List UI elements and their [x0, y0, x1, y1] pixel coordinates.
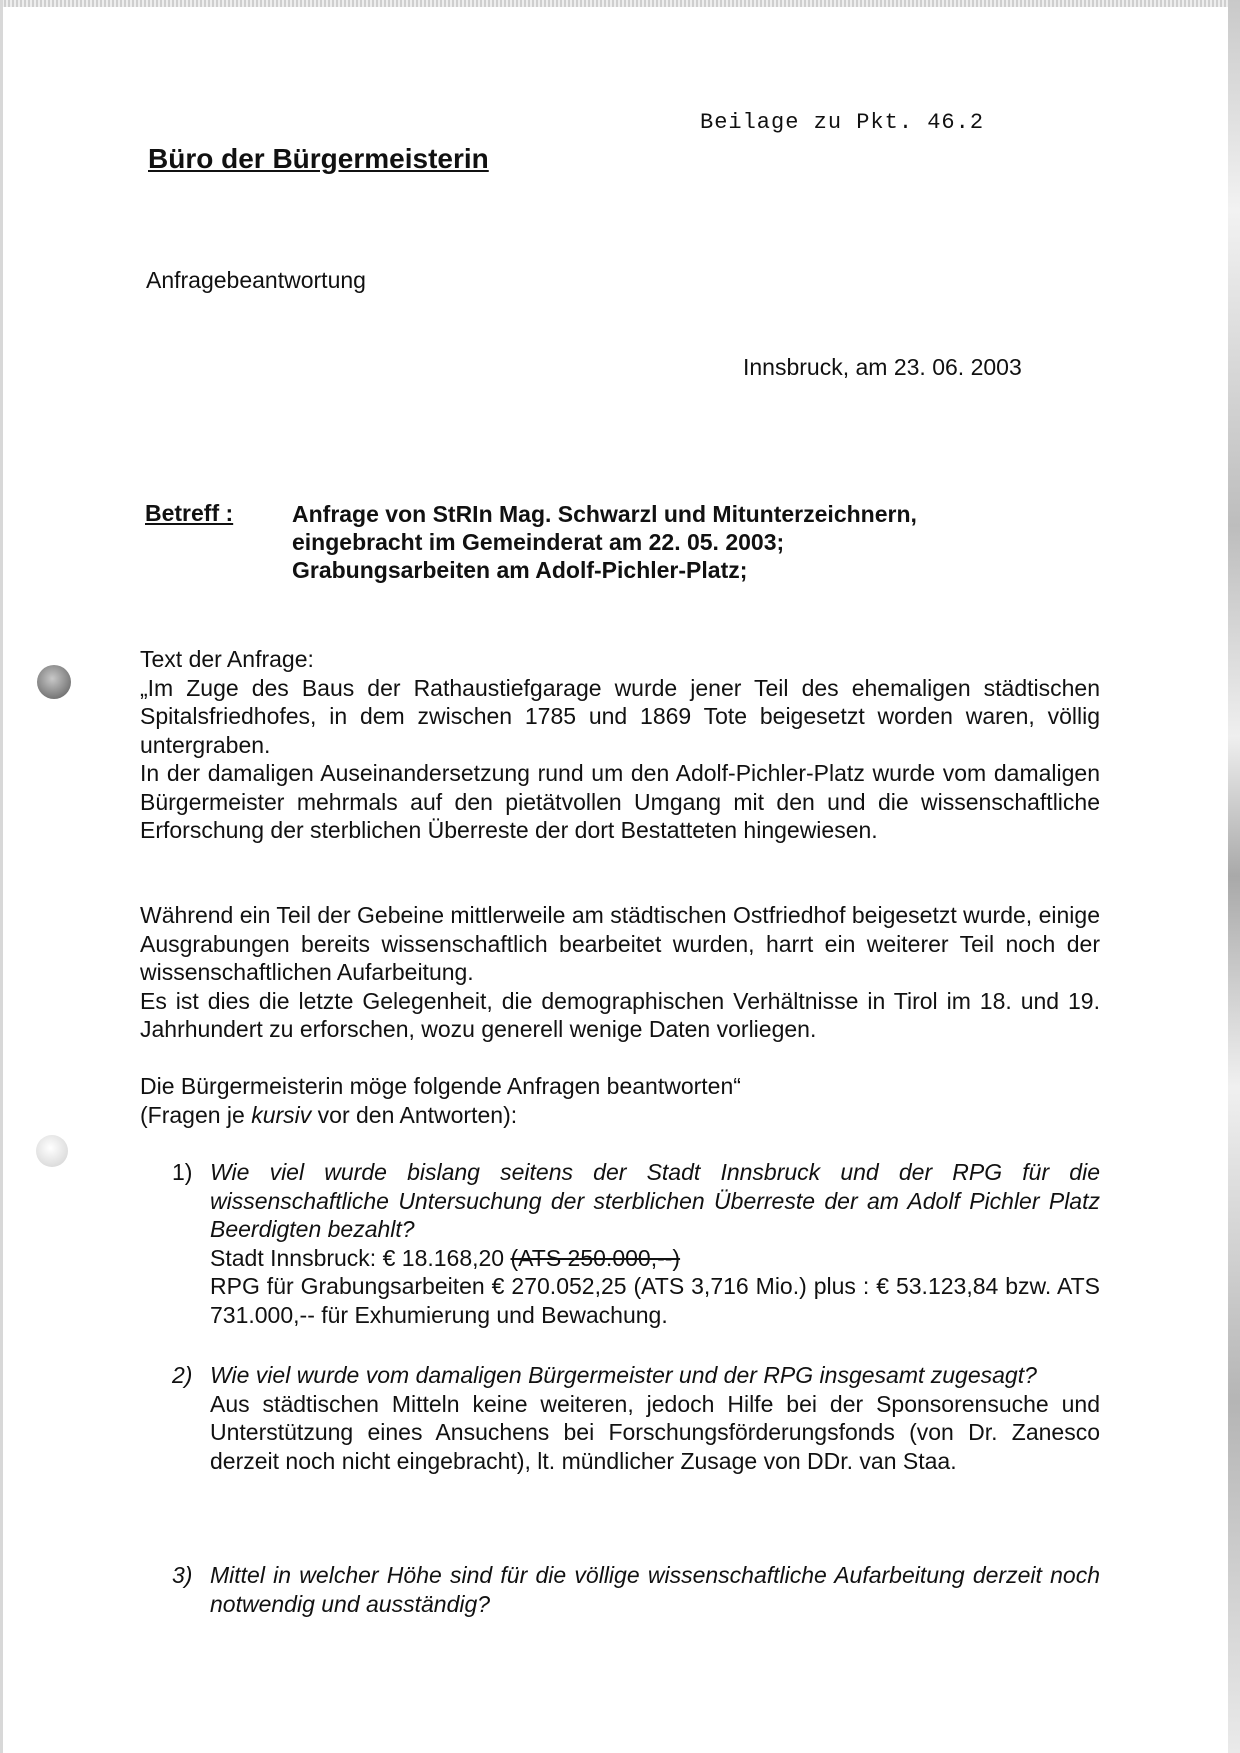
- answer-amount: Stadt Innsbruck: € 18.168,20: [210, 1244, 511, 1271]
- question-text: Wie viel wurde vom damaligen Bürgermeister und der RPG insgesamt zugesagt?: [210, 1362, 1037, 1388]
- inquiry-paragraph: Während ein Teil der Gebeine mittlerweile am städtischen Ostfriedhof beigesetzt wurde, einige Ausgrabungen bereits wissenschaftlich bearbeitet wurden, harrt ein weiterer Teil noch der wissenschaftlichen Aufarbeitung.: [140, 902, 1100, 985]
- inquiry-request-block: [140, 1072, 1100, 1129]
- answer-text: RPG für Grabungsarbeiten € 270.052,25 (ATS 3,716 Mio.) plus : € 53.123,84 bzw. ATS 731.000,-- für Exhumierung und Bewachung.: [210, 1273, 1100, 1328]
- inquiry-note-italic: kursiv: [251, 1101, 312, 1128]
- inquiry-note-text: vor den Antworten):: [311, 1101, 518, 1128]
- attachment-reference: Beilage zu Pkt. 46.2: [700, 110, 985, 135]
- punch-hole: [37, 665, 71, 699]
- answer-text: [210, 1244, 1100, 1273]
- inquiry-paragraph: In der damaligen Auseinandersetzung rund um den Adolf-Pichler-Platz wurde vom damaligen Bürgermeister mehrmals auf den pietätvollen Umgang mit den und die wissenschaftliche Erforschung der sterblichen Überreste der dort Bestatteten hingewiesen.: [140, 760, 1100, 843]
- date-line: Innsbruck, am 23. 06. 2003: [743, 354, 1022, 380]
- scan-edge-top: [0, 0, 1240, 7]
- subject-text: [292, 500, 917, 584]
- subject-line: Grabungsarbeiten am Adolf-Pichler-Platz;: [292, 557, 748, 583]
- inquiry-paragraph: Es ist dies die letzte Gelegenheit, die demographischen Verhältnisse in Tirol im 18. und 19. Jahrhundert zu erforschen, wozu generell wenige Daten vorliegen.: [140, 987, 1100, 1042]
- inquiry-paragraph: „Im Zuge des Baus der Rathaustiefgarage wurde jener Teil des ehemaligen städtischen Spitalsfriedhofes, in dem zwischen 1785 und 1869 Tote beigesetzt worden waren, völlig untergraben.: [140, 674, 1100, 758]
- answer-struck-amount: (ATS 250.000,--): [510, 1244, 681, 1271]
- question-text: Mittel in welcher Höhe sind für die völlige wissenschaftliche Aufarbeitung derzeit noch notwendig und ausständig?: [210, 1562, 1100, 1617]
- question-number: 1): [172, 1159, 193, 1185]
- question-number: 3): [172, 1562, 193, 1588]
- subject-label: Betreff :: [145, 500, 234, 526]
- inquiry-note-text: (Fragen je: [140, 1101, 252, 1128]
- question-number: 2): [172, 1362, 193, 1388]
- punch-hole: [36, 1135, 68, 1167]
- question-text: Wie viel wurde bislang seitens der Stadt Innsbruck und der RPG für die wissenschaftliche Untersuchung der sterblichen Überreste der am Adolf Pichler Platz Beerdigten bezahlt?: [210, 1159, 1100, 1242]
- inquiry-text-block: [140, 901, 1100, 1044]
- subject-line: eingebracht im Gemeinderat am 22. 05. 2003;: [292, 529, 785, 555]
- inquiry-request: Die Bürgermeisterin möge folgende Anfragen beantworten“: [140, 1073, 741, 1099]
- inquiry-note: [140, 1101, 1100, 1130]
- scan-edge-left: [0, 0, 3, 1753]
- inquiry-text-block: [140, 645, 1100, 845]
- inquiry-label: Text der Anfrage:: [140, 646, 314, 672]
- scan-edge-right: [1228, 0, 1240, 1753]
- subject-line: Anfrage von StRIn Mag. Schwarzl und Mitunterzeichnern,: [292, 501, 917, 527]
- office-heading: Büro der Bürgermeisterin: [148, 143, 489, 174]
- document-type: Anfragebeantwortung: [146, 267, 366, 293]
- answer-text: Aus städtischen Mitteln keine weiteren, jedoch Hilfe bei der Sponsorensuche und Unterstützung eines Ansuchens bei Forschungsförderungsfonds (von Dr. Zanesco derzeit noch nicht eingebracht), lt. mündlicher Zusage von DDr. van Staa.: [210, 1390, 1100, 1474]
